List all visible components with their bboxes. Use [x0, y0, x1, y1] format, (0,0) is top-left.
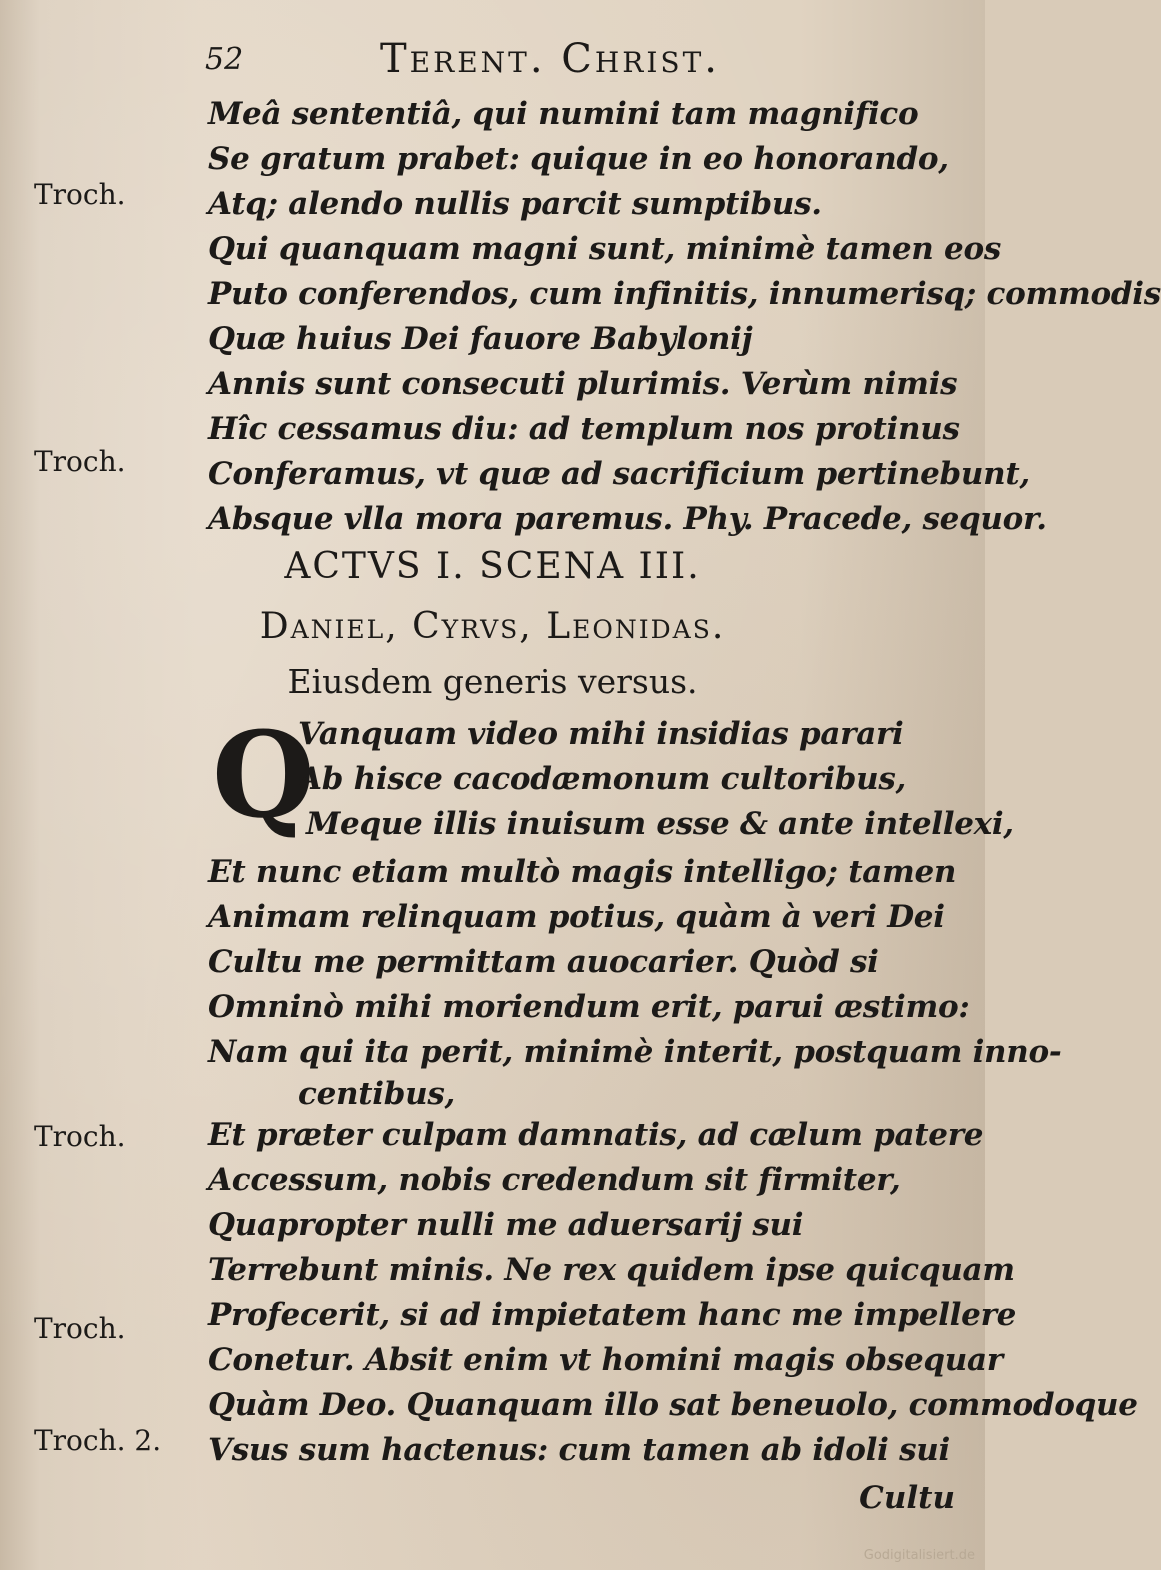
verse-line: Cultu me permittam auocarier. Quòd si — [208, 944, 879, 980]
verse-line: Animam relinquam potius, quàm à veri Dei — [208, 899, 945, 935]
dropcap-initial: Q — [212, 705, 315, 844]
verse-line: Meque illis inuisum esse & ante intellexi, — [306, 806, 1014, 842]
verse-line: Accessum, nobis credendum sit firmiter, — [208, 1162, 901, 1198]
verse-line: Quæ huius Dei fauore Babylonij — [208, 321, 753, 357]
running-head: Terent. Christ. — [380, 36, 720, 82]
verse-line: Profecerit, si ad impietatem hanc me impellere — [208, 1297, 1017, 1333]
verse-line: centibus, — [298, 1076, 455, 1112]
verse-line: Conferamus, vt quæ ad sacrificium pertinebunt, — [208, 456, 1030, 492]
margin-note: Troch. — [34, 445, 126, 478]
verse-line: Et nunc etiam multò magis intelligo; tamen — [208, 854, 957, 890]
verse-line: Ab hisce cacodæmonum cultoribus, — [298, 761, 907, 797]
verse-line: Terrebunt minis. Ne rex quidem ipse quicquam — [208, 1252, 1015, 1288]
verse-line: Vsus sum hactenus: cum tamen ab idoli sui — [208, 1432, 950, 1468]
verse-block-bottom — [208, 850, 1138, 1473]
verse-line: Qui quanquam magni sunt, minimè tamen eos — [208, 231, 1001, 267]
margin-note: Troch. 2. — [34, 1424, 162, 1457]
dramatis-personae: Daniel, Cyrvs, Leonidas. — [259, 606, 726, 647]
margin-note: Troch. — [34, 1312, 126, 1345]
verse-line: Annis sunt consecuti plurimis. Verùm nimis — [208, 366, 958, 402]
verse-line: Atq; alendo nullis parcit sumptibus. — [208, 186, 822, 222]
verse-block-top — [208, 92, 1161, 542]
verse-line: Puto conferendos, cum infinitis, innumerisq; commodis — [208, 276, 1161, 312]
verse-line: Conetur. Absit enim vt homini magis obsequar — [208, 1342, 1003, 1378]
verse-line: Et præter culpam damnatis, ad cælum patere — [208, 1117, 984, 1153]
page-number: 52 — [205, 42, 244, 77]
margin-note: Troch. — [34, 1120, 126, 1153]
watermark: Godigitalisiert.de — [863, 1548, 975, 1563]
act-heading: ACTVS I. SCENA III. — [284, 546, 701, 587]
verse-line: Quàm Deo. Quanquam illo sat beneuolo, commodoque — [208, 1387, 1138, 1423]
verse-line: Absque vlla mora paremus. Phy. Pracede, sequor. — [208, 501, 1047, 537]
catchword: Cultu — [859, 1480, 955, 1516]
verse-line: Se gratum prabet: quique in eo honorando, — [208, 141, 949, 177]
verse-line: Meâ sententiâ, qui numini tam magnifico — [208, 96, 919, 132]
verse-line: Hîc cessamus diu: ad templum nos protinus — [208, 411, 960, 447]
page-header — [205, 30, 905, 80]
verse-line: Quapropter nulli me aduersarij sui — [208, 1207, 804, 1243]
verse-block-dropcap — [208, 705, 1014, 847]
verse-line: Omninò mihi moriendum erit, parui æstimo: — [208, 989, 970, 1025]
verse-line: Nam qui ita perit, minimè interit, postquam inno- — [208, 1034, 1062, 1070]
verse-line: Vanquam video mihi insidias parari — [298, 716, 904, 752]
margin-note: Troch. — [34, 178, 126, 211]
verse-type-note: Eiusdem generis versus. — [287, 662, 698, 701]
